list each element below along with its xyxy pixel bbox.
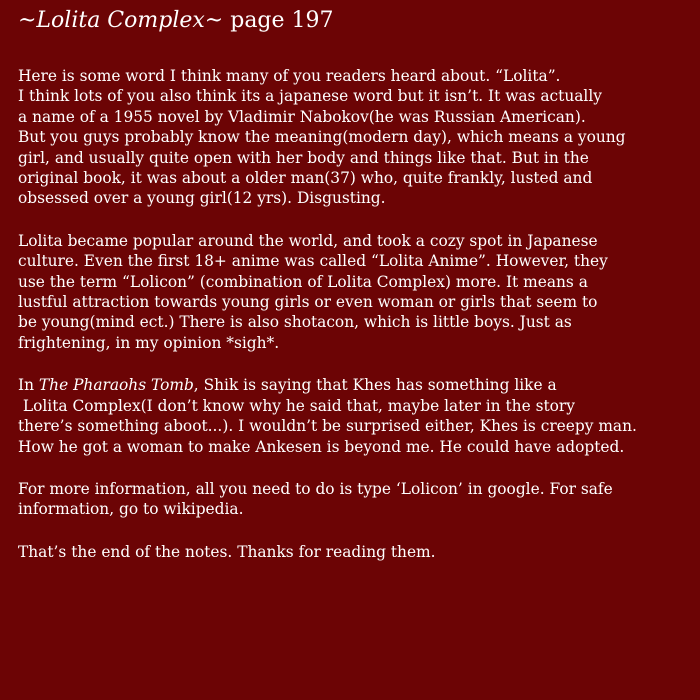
notes-body <box>18 66 682 562</box>
text-line: Lolita Complex(I don’t know why he said that, maybe later in the story <box>18 396 575 415</box>
paragraph-closing <box>18 542 682 562</box>
text-line: How he got a woman to make Ankesen is beyond me. He could have adopted. <box>18 437 625 456</box>
text-line: That’s the end of the notes. Thanks for reading them. <box>18 542 436 561</box>
text-line: girl, and usually quite open with her body and things like that. But in the <box>18 148 589 167</box>
text-line: there’s something aboot...). I wouldn’t be surprised either, Khes is creepy man. <box>18 417 637 436</box>
page-number: page 197 <box>230 8 334 33</box>
text-line: For more information, all you need to do is type ‘Lolicon’ in google. For safe <box>18 479 613 498</box>
page-heading <box>18 6 682 36</box>
text-line: use the term “Lolicon” (combination of Lolita Complex) more. It means a <box>18 272 588 291</box>
paragraph-pharaohs-tomb <box>18 375 682 457</box>
text-line: information, go to wikipedia. <box>18 500 244 519</box>
text-fragment: , Shik is saying that Khes has something like a <box>193 376 557 395</box>
text-line <box>18 375 682 395</box>
paragraph-japanese-culture <box>18 231 682 353</box>
text-line: original book, it was about a older man(37) who, quite frankly, lusted and <box>18 169 593 188</box>
text-line: be young(mind ect.) There is also shotacon, which is little boys. Just as <box>18 313 572 332</box>
page-title: ~Lolita Complex~ <box>18 8 224 33</box>
story-title: The Pharaohs Tomb <box>38 376 194 395</box>
text-line: I think lots of you also think its a japanese word but it isn’t. It was actually <box>18 87 602 106</box>
text-line: lustful attraction towards young girls or even woman or girls that seem to <box>18 293 598 312</box>
text-line: obsessed over a young girl(12 yrs). Disgusting. <box>18 189 386 208</box>
text-line: a name of a 1955 novel by Vladimir Nabokov(he was Russian American). <box>18 107 586 126</box>
text-line: culture. Even the first 18+ anime was called “Lolita Anime”. However, they <box>18 252 608 271</box>
text-line: Lolita became popular around the world, and took a cozy spot in Japanese <box>18 231 598 250</box>
text-fragment: In <box>18 376 39 395</box>
text-line: frightening, in my opinion *sigh*. <box>18 333 280 352</box>
paragraph-lolita-origin <box>18 66 682 209</box>
text-line: But you guys probably know the meaning(modern day), which means a young <box>18 128 626 147</box>
paragraph-more-info <box>18 479 682 520</box>
text-line: Here is some word I think many of you readers heard about. “Lolita”. <box>18 67 561 85</box>
